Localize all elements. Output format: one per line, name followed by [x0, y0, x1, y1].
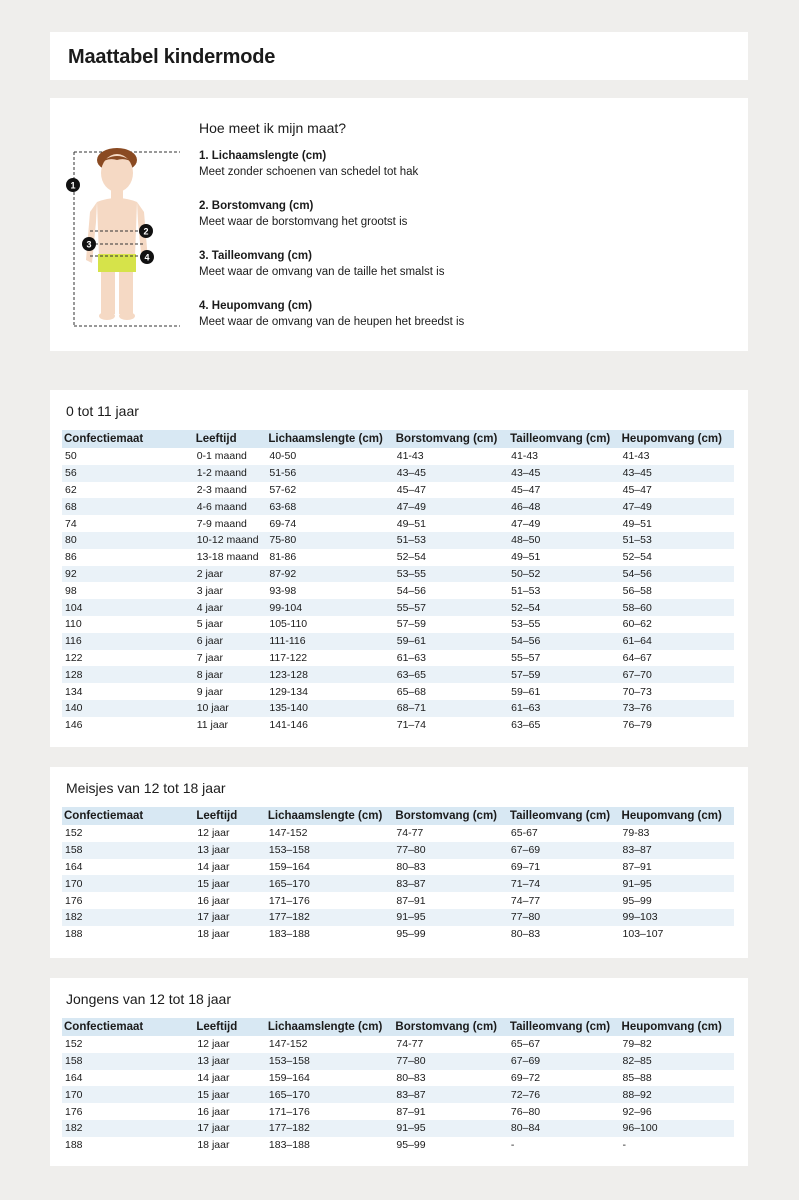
table-row	[62, 666, 734, 683]
table-cell: 76–80	[510, 1105, 541, 1118]
page-title: Maattabel kindermode	[68, 46, 276, 68]
table-row	[62, 717, 734, 734]
table-row	[62, 465, 734, 482]
child-figure-illustration	[60, 142, 190, 332]
table-cell: 45–47	[622, 483, 652, 496]
table-row	[62, 498, 734, 515]
table-cell: 95–99	[396, 928, 426, 941]
table-cell: 12 jaar	[197, 1038, 230, 1051]
table-cell: 53–55	[511, 618, 541, 631]
table-cell: 83–87	[393, 875, 508, 892]
table-cell: 52–54	[396, 551, 426, 564]
table-cell: 56	[62, 465, 194, 482]
table-cell: 67–69	[508, 1053, 620, 1070]
table-row	[62, 448, 734, 465]
title-card	[50, 32, 748, 80]
table-cell: 134	[65, 685, 83, 698]
table-cell: 63–65	[511, 719, 541, 732]
table-cell: 87–91	[396, 894, 426, 907]
table-cell: 83–87	[620, 842, 734, 859]
size-table	[62, 807, 734, 943]
table-cell: 5 jaar	[196, 618, 223, 631]
marker-2-icon	[139, 224, 153, 238]
table-cell: 63–65	[394, 666, 508, 683]
table-cell: 43–45	[620, 465, 734, 482]
table-row	[62, 875, 734, 892]
table-cell: 116	[62, 633, 194, 650]
table-row	[62, 633, 734, 650]
size-table	[62, 1018, 734, 1154]
step-description: Meet waar de borstomvang het grootst is	[199, 216, 408, 228]
table-cell: 13-18 maand	[196, 551, 259, 564]
table-cell: 91–95	[620, 875, 734, 892]
table-cell: 85–88	[622, 1071, 652, 1084]
table-row	[62, 859, 734, 876]
table-cell: 8 jaar	[194, 666, 267, 683]
table-row	[62, 1086, 734, 1103]
table-cell: 99–103	[620, 909, 734, 926]
marker-4-icon	[140, 250, 154, 264]
table-cell: 146	[65, 719, 83, 732]
table-cell: 50	[65, 450, 77, 463]
table-cell: 17 jaar	[194, 909, 266, 926]
table-cell: 74	[65, 517, 77, 530]
table-cell: 65-67	[510, 827, 538, 840]
table-cell: 11 jaar	[196, 719, 229, 732]
shorts-shape	[98, 254, 136, 272]
waist-header: Tailleomvang (cm)	[508, 430, 619, 448]
table-cell: 41-43	[511, 450, 538, 463]
size-table-card-girls	[50, 767, 748, 958]
table-cell: 153–158	[266, 842, 394, 859]
table-cell: 16 jaar	[197, 1105, 230, 1118]
table-cell: 77–80	[393, 1053, 508, 1070]
table-cell: 10 jaar	[194, 700, 267, 717]
table-cell: 171–176	[268, 894, 310, 907]
table-cell: 77–80	[508, 909, 620, 926]
table-cell: 64–67	[622, 651, 652, 664]
measure-instructions	[199, 120, 719, 348]
table-cell: 170	[62, 875, 194, 892]
table-title: Meisjes van 12 tot 18 jaar	[66, 780, 226, 796]
table-cell: 158	[62, 1053, 194, 1070]
size-header: Confectiemaat	[62, 430, 194, 448]
table-cell: 176	[65, 1105, 83, 1118]
table-cell: 74-77	[396, 827, 424, 840]
step-description: Meet waar de omvang van de taille het smalst is	[199, 266, 445, 278]
table-cell: 158	[62, 842, 194, 859]
table-cell: 99-104	[266, 599, 393, 616]
marker-3-icon	[82, 237, 96, 251]
height-header: Lichaamslengte (cm)	[266, 1018, 394, 1036]
table-cell: 2-3 maand	[196, 483, 247, 496]
table-row	[62, 683, 734, 700]
table-cell: 111-116	[266, 633, 393, 650]
table-cell: 83–87	[393, 1086, 508, 1103]
table-cell: 152	[65, 827, 83, 840]
table-cell: 51–53	[511, 584, 541, 597]
table-cell: 165–170	[266, 1086, 394, 1103]
table-header-row	[62, 430, 734, 448]
table-cell: 55–57	[511, 651, 541, 664]
table-cell: 18 jaar	[197, 928, 230, 941]
table-cell: 69–72	[510, 1071, 541, 1084]
table-cell: 67–70	[620, 666, 734, 683]
table-cell: 51-56	[266, 465, 393, 482]
measure-guide-card	[50, 98, 748, 351]
table-cell: 53–55	[394, 566, 508, 583]
table-cell: 92–96	[622, 1105, 652, 1118]
chest-header: Borstomvang (cm)	[393, 1018, 508, 1036]
svg-text:4: 4	[144, 252, 150, 263]
marker-1-icon	[66, 178, 80, 192]
table-cell: 183–188	[268, 928, 310, 941]
table-cell: 140	[62, 700, 194, 717]
table-cell: 183–188	[268, 1139, 310, 1152]
table-cell: 58–60	[620, 599, 734, 616]
table-cell: 86	[65, 551, 77, 564]
table-cell: 76–79	[622, 719, 652, 732]
table-row	[62, 842, 734, 859]
table-cell: 80–83	[510, 928, 541, 941]
table-cell: 59–61	[511, 685, 541, 698]
table-cell: 147-152	[268, 1038, 308, 1051]
age-header: Leeftijd	[194, 1018, 266, 1036]
table-cell: 188	[65, 1139, 83, 1152]
table-cell: 17 jaar	[194, 1120, 266, 1137]
step-title: 4. Heupomvang (cm)	[199, 300, 313, 312]
measure-heading: Hoe meet ik mijn maat?	[199, 120, 347, 136]
table-cell: 48–50	[508, 532, 619, 549]
table-row	[62, 650, 734, 667]
table-cell: 57-62	[269, 483, 297, 496]
table-cell: 13 jaar	[194, 1053, 266, 1070]
table-cell: 49–51	[622, 517, 652, 530]
table-row	[62, 1137, 734, 1154]
table-cell: 4 jaar	[194, 599, 267, 616]
table-cell: 56–58	[622, 584, 652, 597]
hip-header: Heupomvang (cm)	[620, 807, 734, 825]
table-cell: 6 jaar	[194, 633, 267, 650]
table-cell: 47–49	[511, 517, 541, 530]
table-cell: 79-83	[622, 827, 650, 840]
table-cell: 153–158	[266, 1053, 394, 1070]
table-cell: 10-12 maand	[194, 532, 267, 549]
table-cell: 188	[65, 928, 83, 941]
table-cell: 3 jaar	[196, 584, 223, 597]
child-figure-icon	[60, 142, 190, 332]
table-cell: 14 jaar	[197, 1071, 230, 1084]
table-cell: 171–176	[268, 1105, 310, 1118]
chest-header: Borstomvang (cm)	[394, 430, 508, 448]
table-cell: 80	[62, 532, 194, 549]
table-cell: 1-2 maand	[194, 465, 267, 482]
waist-header: Tailleomvang (cm)	[508, 807, 620, 825]
table-cell: 152	[65, 1038, 83, 1051]
table-cell: 80–83	[396, 1071, 426, 1084]
table-cell: 80–83	[396, 860, 426, 873]
table-row	[62, 892, 734, 909]
table-cell: 182	[62, 1120, 194, 1137]
table-cell: 50–52	[508, 566, 619, 583]
table-cell: 7 jaar	[196, 651, 223, 664]
table-row	[62, 599, 734, 616]
table-cell: 54–56	[620, 566, 734, 583]
table-cell: 60–62	[622, 618, 652, 631]
table-cell: 71–74	[396, 719, 426, 732]
table-cell: 177–182	[266, 1120, 394, 1137]
table-row	[62, 566, 734, 583]
table-cell: 12 jaar	[197, 827, 230, 840]
step-waist	[199, 248, 719, 280]
hip-header: Heupomvang (cm)	[620, 430, 734, 448]
table-cell: 82–85	[620, 1053, 734, 1070]
table-cell: 123-128	[266, 666, 393, 683]
table-cell: 69–71	[510, 860, 541, 873]
table-cell: 51–53	[620, 532, 734, 549]
table-row	[62, 1103, 734, 1120]
table-row	[62, 909, 734, 926]
table-cell: 68–71	[394, 700, 508, 717]
step-description: Meet waar de omvang van de heupen het breedst is	[199, 316, 465, 328]
table-cell: 43–45	[508, 465, 619, 482]
table-cell: 177–182	[266, 909, 394, 926]
table-row	[62, 1120, 734, 1137]
size-table	[62, 430, 734, 734]
table-cell: 41-43	[396, 450, 424, 463]
table-cell: 14 jaar	[197, 860, 230, 873]
table-cell: 4-6 maand	[194, 498, 267, 515]
table-cell: 67–69	[508, 842, 620, 859]
table-cell: 73–76	[620, 700, 734, 717]
table-cell: 147-152	[268, 827, 308, 840]
table-cell: 47–49	[620, 498, 734, 515]
table-row	[62, 926, 734, 943]
table-cell: 15 jaar	[194, 1086, 266, 1103]
size-header: Confectiemaat	[62, 1018, 194, 1036]
svg-text:1: 1	[70, 180, 76, 191]
table-row	[62, 532, 734, 549]
table-cell: 79–82	[622, 1038, 652, 1051]
table-cell: 129-134	[269, 685, 308, 698]
table-cell: 7-9 maand	[196, 517, 247, 530]
table-cell: 87–91	[622, 860, 652, 873]
table-cell: 159–164	[268, 1071, 310, 1084]
table-row	[62, 1070, 734, 1087]
table-cell: 176	[65, 894, 83, 907]
table-row	[62, 515, 734, 532]
table-cell: 15 jaar	[194, 875, 266, 892]
table-cell: 55–57	[394, 599, 508, 616]
table-row	[62, 582, 734, 599]
table-cell: 40-50	[269, 450, 297, 463]
table-cell: 72–76	[508, 1086, 620, 1103]
size-table-card-0-11	[50, 390, 748, 747]
table-row	[62, 549, 734, 566]
table-cell: 45–47	[511, 483, 541, 496]
table-header-row	[62, 1018, 734, 1036]
table-cell: 88–92	[620, 1086, 734, 1103]
table-title: 0 tot 11 jaar	[66, 403, 139, 419]
step-height	[199, 148, 719, 180]
height-header: Lichaamslengte (cm)	[266, 430, 393, 448]
table-cell: 141-146	[269, 719, 308, 732]
table-row	[62, 482, 734, 499]
table-cell: 61–63	[396, 651, 426, 664]
table-cell: 165–170	[266, 875, 394, 892]
table-cell: 63-68	[266, 498, 393, 515]
hip-header: Heupomvang (cm)	[620, 1018, 734, 1036]
table-cell: 122	[65, 651, 83, 664]
table-cell: 68	[62, 498, 194, 515]
table-cell: 93-98	[269, 584, 297, 597]
table-cell: 2 jaar	[194, 566, 267, 583]
table-cell: 49–51	[396, 517, 426, 530]
table-cell: 54–56	[508, 633, 619, 650]
svg-text:2: 2	[143, 226, 149, 237]
table-title: Jongens van 12 tot 18 jaar	[66, 991, 232, 1007]
table-cell: 92	[62, 566, 194, 583]
table-cell: 52–54	[508, 599, 619, 616]
table-cell: 182	[62, 909, 194, 926]
height-header: Lichaamslengte (cm)	[266, 807, 394, 825]
table-cell: 61–63	[508, 700, 619, 717]
table-cell: 91–95	[393, 1120, 508, 1137]
table-cell: 128	[62, 666, 194, 683]
age-header: Leeftijd	[194, 807, 266, 825]
table-cell: 103–107	[622, 928, 664, 941]
table-cell: 74–77	[510, 894, 541, 907]
table-cell: 54–56	[396, 584, 426, 597]
table-cell: 16 jaar	[197, 894, 230, 907]
table-cell: 164	[65, 860, 83, 873]
table-cell: 41-43	[622, 450, 650, 463]
table-cell: 71–74	[508, 875, 620, 892]
table-cell: 70–73	[622, 685, 652, 698]
table-cell: 59–61	[394, 633, 508, 650]
table-cell: 91–95	[393, 909, 508, 926]
table-cell: 57–59	[508, 666, 619, 683]
table-cell: 159–164	[268, 860, 310, 873]
step-title: 2. Borstomvang (cm)	[199, 200, 314, 212]
table-cell: 51–53	[394, 532, 508, 549]
table-cell: 117-122	[269, 651, 308, 664]
table-cell: 45–47	[396, 483, 426, 496]
step-title: 1. Lichaamslengte (cm)	[199, 150, 327, 162]
size-header: Confectiemaat	[62, 807, 194, 825]
table-cell: 96–100	[620, 1120, 734, 1137]
size-table-card-boys	[50, 978, 748, 1166]
table-cell: 81-86	[269, 551, 297, 564]
table-cell: 110	[65, 618, 82, 631]
step-chest	[199, 198, 719, 230]
table-cell: 87–91	[396, 1105, 426, 1118]
table-cell: 13 jaar	[194, 842, 266, 859]
table-header-row	[62, 807, 734, 825]
table-cell: 52–54	[622, 551, 652, 564]
table-cell: 105-110	[269, 618, 308, 631]
table-row	[62, 700, 734, 717]
table-cell: 75-80	[266, 532, 393, 549]
table-cell: 170	[62, 1086, 194, 1103]
table-cell: 65–67	[510, 1038, 541, 1051]
table-cell: 95–99	[622, 894, 652, 907]
table-cell: -	[510, 1139, 515, 1152]
table-cell: 77–80	[393, 842, 508, 859]
step-description: Meet zonder schoenen van schedel tot hak	[199, 166, 419, 178]
table-row	[62, 825, 734, 842]
step-hip	[199, 298, 719, 330]
table-row	[62, 1036, 734, 1053]
table-cell: 47–49	[394, 498, 508, 515]
table-cell: 87-92	[266, 566, 393, 583]
table-cell: 98	[65, 584, 77, 597]
waist-header: Tailleomvang (cm)	[508, 1018, 620, 1036]
table-cell: 164	[65, 1071, 83, 1084]
age-header: Leeftijd	[194, 430, 267, 448]
table-cell: 95–99	[396, 1139, 426, 1152]
svg-text:3: 3	[86, 239, 92, 250]
table-cell: 74-77	[396, 1038, 424, 1051]
chest-header: Borstomvang (cm)	[393, 807, 508, 825]
table-cell: 80–84	[508, 1120, 620, 1137]
table-cell: 49–51	[511, 551, 541, 564]
table-cell: 9 jaar	[196, 685, 223, 698]
table-cell: 18 jaar	[197, 1139, 230, 1152]
step-title: 3. Tailleomvang (cm)	[199, 250, 312, 262]
table-cell: 69-74	[269, 517, 297, 530]
table-cell: 65–68	[396, 685, 426, 698]
table-cell: 61–64	[620, 633, 734, 650]
table-row	[62, 616, 734, 633]
table-cell: -	[622, 1139, 627, 1152]
table-cell: 104	[62, 599, 194, 616]
table-cell: 43–45	[394, 465, 508, 482]
table-cell: 57–59	[396, 618, 426, 631]
table-cell: 135-140	[266, 700, 393, 717]
table-cell: 62	[65, 483, 77, 496]
table-cell: 0-1 maand	[196, 450, 247, 463]
torso-shape	[97, 198, 137, 257]
table-row	[62, 1053, 734, 1070]
table-cell: 46–48	[508, 498, 619, 515]
